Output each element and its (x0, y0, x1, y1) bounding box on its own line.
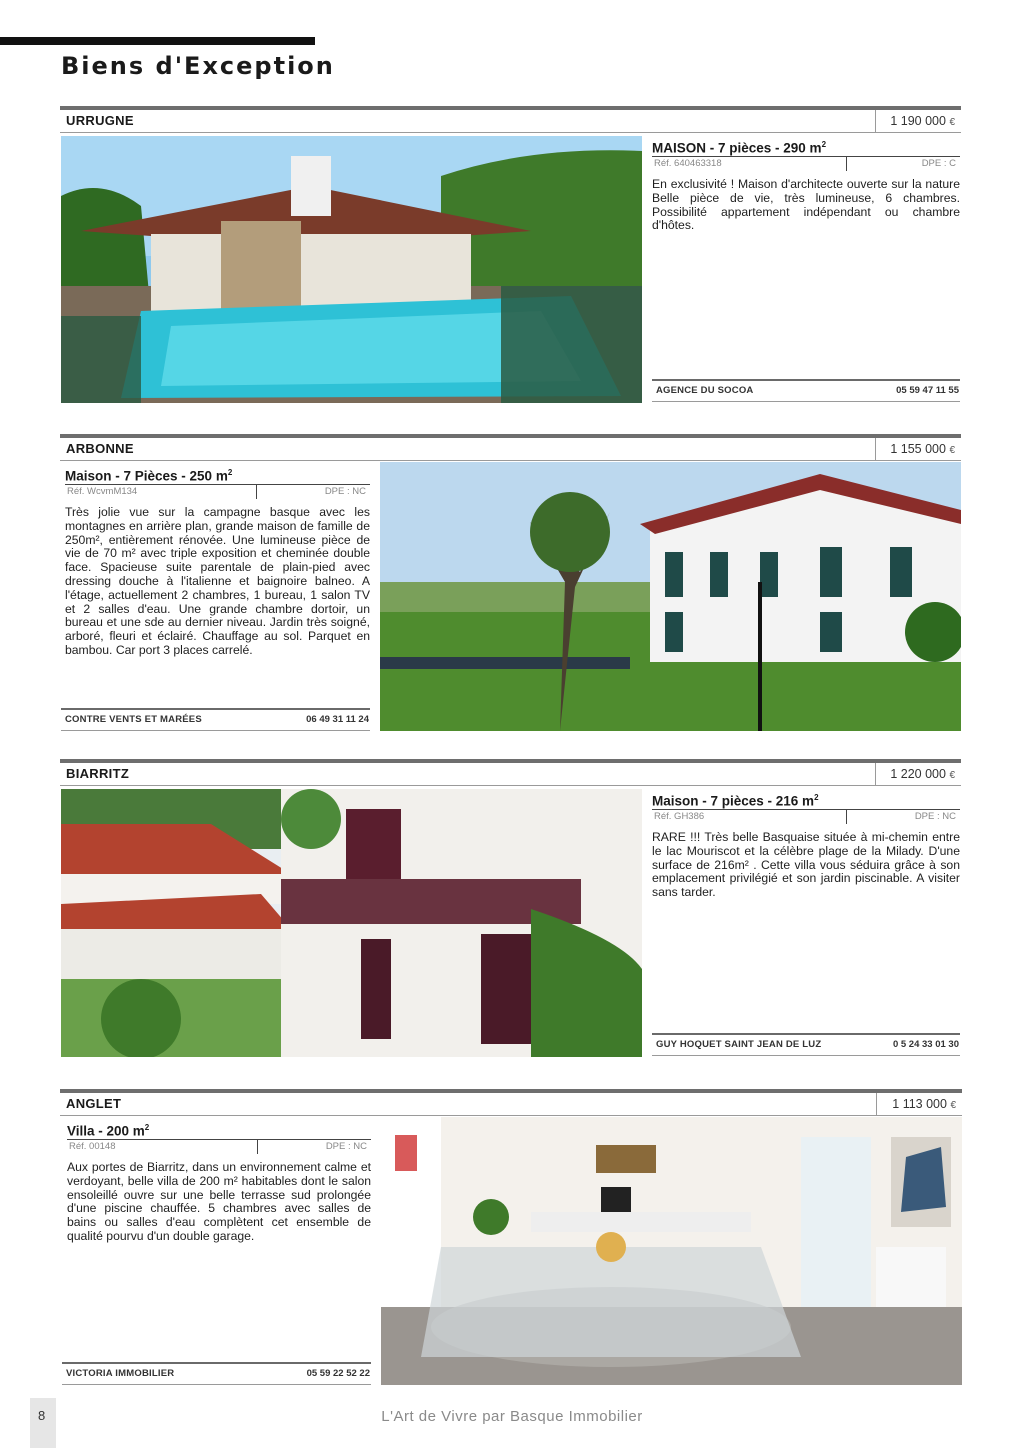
agency-row (62, 1362, 371, 1385)
agency-phone[interactable]: 05 59 22 52 22 (306, 1368, 370, 1379)
agency-phone[interactable]: 05 59 47 11 55 (896, 385, 959, 396)
listing-header (60, 106, 961, 133)
listing-details (67, 1119, 371, 1244)
listing-urrugne (60, 106, 961, 406)
dpe-rating: DPE : NC (257, 1140, 371, 1154)
listing-header (60, 759, 961, 786)
top-accent-bar (0, 37, 315, 45)
reference-number: Réf. WcvmM134 (67, 486, 138, 497)
dpe-rating: DPE : C (846, 157, 960, 171)
listing-price: 1 113 000 € (876, 1093, 962, 1115)
listing-arbonne (60, 434, 961, 734)
dpe-rating: DPE : NC (846, 810, 960, 824)
listing-description: En exclusivité ! Maison d'architecte ouverte sur la nature Belle pièce de vie, très lumineuse, 6 chambres. Possibilité appartement indépendant ou chambre d'hôtes. (652, 177, 960, 233)
reference-row (65, 484, 370, 499)
listing-price: 1 220 000 € (875, 763, 961, 785)
listing-details (652, 789, 960, 900)
listing-biarritz (60, 759, 961, 1059)
listing-city: ANGLET (66, 1096, 122, 1111)
reference-number: Réf. 00148 (69, 1141, 116, 1152)
listing-type: Maison - 7 Pièces - 250 $m^2$ (65, 468, 233, 484)
listing-city: BIARRITZ (66, 766, 130, 781)
agency-phone[interactable]: 06 49 31 11 24 (306, 714, 369, 725)
reference-row (652, 809, 960, 824)
listing-description: Aux portes de Biarritz, dans un environnement calme et verdoyant, belle villa de 200 m² habitables dont le salon ensoleillé ouvre sur une belle terrasse sud prolongée d'une piscine chauffée. 5 chambres avec salles de bains ou salles d'eau complètent cet ensemble de qualité pourvu d'un double garage. (67, 1160, 371, 1243)
agency-row (652, 379, 960, 402)
reference-number: Réf. GH386 (654, 811, 705, 822)
listing-type: Villa - 200 $m^2$ (67, 1123, 150, 1139)
dpe-rating: DPE : NC (256, 485, 370, 499)
reference-row (652, 156, 960, 171)
agency-name: GUY HOQUET SAINT JEAN DE LUZ (656, 1039, 822, 1050)
listing-details (652, 136, 960, 233)
agency-name: CONTRE VENTS ET MARÉES (65, 714, 202, 725)
listing-details (65, 464, 370, 658)
listing-description: RARE !!! Très belle Basquaise située à mi-chemin entre le lac Mouriscot et la célèbre plage de la Milady. D'une surface de 216m² . Cette villa vous séduira grâce à son emplacement privilégié et son jardin piscinable. A visiter sans tarder. (652, 830, 960, 900)
reference-row (67, 1139, 371, 1154)
footer-tagline: L'Art de Vivre par Basque Immobilier (381, 1408, 643, 1425)
agency-phone[interactable]: 0 5 24 33 01 30 (892, 1039, 959, 1050)
agency-name: VICTORIA IMMOBILIER (66, 1368, 175, 1379)
listing-header (60, 1089, 962, 1116)
listing-city: URRUGNE (66, 113, 134, 128)
listing-photo (61, 789, 642, 1057)
listing-photo (380, 462, 961, 731)
listing-price: 1 155 000 € (875, 438, 961, 460)
listing-photo (381, 1117, 962, 1385)
listing-price: 1 190 000 € (875, 110, 961, 132)
agency-name: AGENCE DU SOCOA (656, 385, 754, 396)
agency-row (61, 708, 370, 731)
page-number: 8 (38, 1408, 46, 1423)
reference-number: Réf. 640463318 (654, 158, 722, 169)
listing-type: MAISON - 7 pièces - 290 $m^2$ (652, 140, 827, 156)
page-title: Biens d'Exception (61, 52, 335, 80)
agency-row (652, 1033, 960, 1056)
listing-type: Maison - 7 pièces - 216 $m^2$ (652, 793, 819, 809)
listing-header (60, 434, 961, 461)
listing-description: Très jolie vue sur la campagne basque avec les montagnes en arrière plan, grande maison de famille de 250m², entièrement rénovée. Une lumineuse pièce de vie de 70 m² avec triple exposition et cheminée double face. Spacieuse suite parentale de plain-pied avec dressing douche à l'italienne et baignoire balneo. A l'étage, actuellement 2 chambres, 1 bureau, 1 salon TV et 2 salles d'eau. Une grande chambre dortoir, un bureau et une sde au dernier niveau. Jardin très soigné, arboré, fleuri et éclairé. Chauffage au sol. Parquet en bambou. Car port 3 places carrelé. (65, 505, 370, 657)
listing-photo (61, 136, 642, 403)
listing-anglet (60, 1089, 962, 1389)
listing-city: ARBONNE (66, 441, 134, 456)
